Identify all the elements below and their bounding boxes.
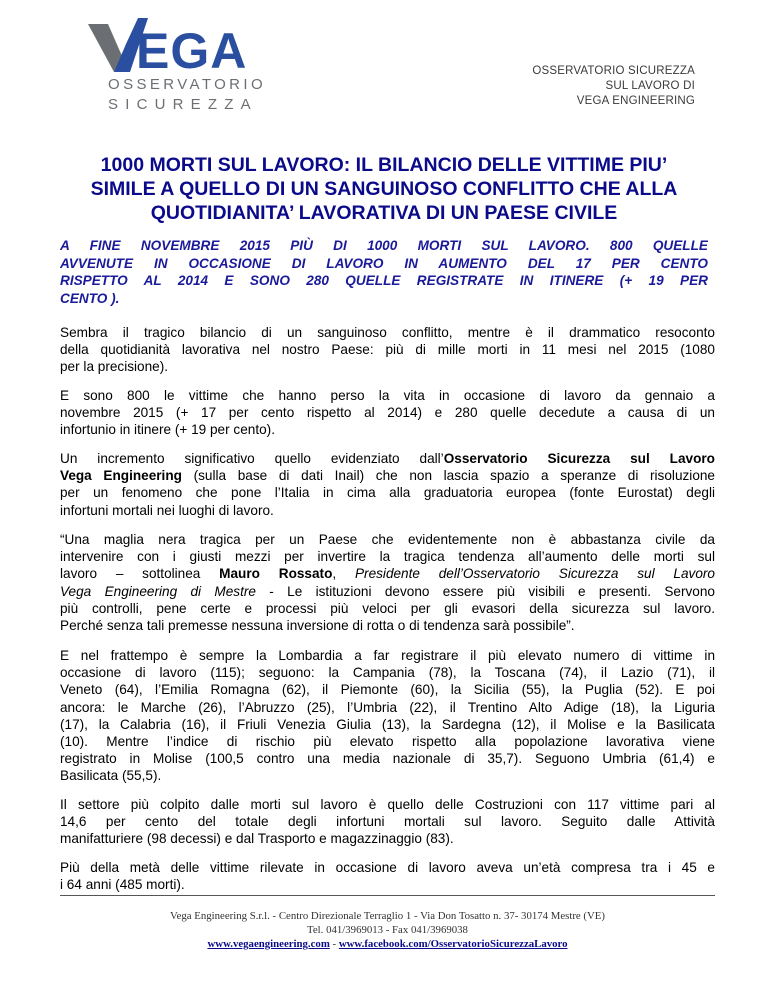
title-line-2: SIMILE A QUELLO DI UN SANGUINOSO CONFLITTO CHE ALLA	[90, 178, 678, 200]
org-name-bold: Vega Engineering	[60, 468, 182, 484]
paragraph-1	[60, 324, 715, 376]
text-run: lavoro – sottolinea	[60, 566, 220, 582]
org-line-2: SUL LAVORO DI	[605, 80, 695, 92]
text-run: - Le istituzioni devono essere più visibili e presenti. Servono	[255, 583, 715, 599]
text-line: E sono 800 le vittime che hanno perso la vita in occasione di lavoro da gennaio a	[60, 388, 715, 403]
text-line: infortunio in itinere (+ 19 per cento).	[60, 422, 275, 438]
logo-subtitle-osservatorio: OSSERVATORIO	[108, 76, 267, 93]
person-name-bold: Mauro Rossato	[219, 566, 333, 582]
text-line: della quotidianità lavorativa nel nostro Paese: più di mille morti in 11 mesi nel 2015 (1080	[60, 342, 715, 358]
org-header	[532, 64, 695, 109]
text-line: Il settore più colpito dalle morti sul lavoro è quello delle Costruzioni con 117 vittime pari al	[60, 797, 715, 812]
subtitle-line: AVVENUTE IN OCCASIONE DI LAVORO IN AUMENTO DEL 17 PER CENTO	[60, 255, 708, 271]
subtitle-line: RISPETTO AL 2014 E SONO 280 QUELLE REGISTRATE IN ITINERE (+ 19 PER	[60, 273, 708, 289]
subtitle	[60, 237, 708, 307]
text-line: per la precisione).	[60, 359, 169, 375]
org-line-1: OSSERVATORIO SICUREZZA	[532, 65, 695, 77]
text-line: registrato in Molise (100,5 contro una media nazionale di 35,7). Seguono Umbria (61,4) e	[60, 751, 715, 767]
subtitle-line: A FINE NOVEMBRE 2015 PIÙ DI 1000 MORTI SUL LAVORO. 800 QUELLE	[60, 238, 708, 253]
text-line: per un fenomeno che pone l’Italia in cima alla graduatoria europea (fonte Eurostat) degli	[60, 485, 715, 501]
text-line: novembre 2015 (+ 17 per cento rispetto al 2014) e 280 quelle decedute a causa di un	[60, 405, 715, 421]
page-title	[60, 153, 708, 225]
text-line: E nel frattempo è sempre la Lombardia a far registrare il più elevato numero di vittime in	[60, 648, 715, 663]
vega-logo	[86, 16, 267, 113]
text-line: Perché senza tali premesse nessuna inversione di rotta o di tendenza sarà possibile”.	[60, 617, 575, 633]
paragraph-7	[60, 859, 715, 893]
text-run: (sulla base di dati Inail) che non lascia spazio a speranze di risoluzione	[181, 468, 715, 484]
text-line	[60, 467, 715, 484]
text-line: intervenire con i giusti mezzi per invertire la tragica tendenza all’aumento delle morti sul	[60, 549, 715, 565]
text-line: occasione di lavoro (115); seguono: la Campania (78), la Toscana (74), il Lazio (71), il	[60, 665, 715, 681]
person-role-italic: Vega Engineering di Mestre	[60, 583, 256, 599]
text-line: Veneto (64), l’Emilia Romagna (62), il Piemonte (60), la Sicilia (55), la Puglia (52). E poi	[60, 682, 715, 698]
website-link[interactable]: www.vegaengineering.com	[207, 938, 330, 950]
footer	[60, 909, 715, 951]
paragraph-3	[60, 450, 715, 519]
text-line: infortuni mortali nei luoghi di lavoro.	[60, 502, 274, 518]
footer-links	[60, 937, 715, 951]
logo-subtitle-sicurezza: SICUREZZA	[108, 96, 258, 113]
vega-logo-mark	[86, 16, 256, 76]
text-line	[60, 583, 715, 600]
paragraph-4-quote	[60, 531, 715, 634]
text-line	[60, 565, 715, 582]
text-line: più controlli, pene certe e processi più veloci per gli evasori della sicurezza sul lavoro.	[60, 600, 715, 616]
text-line: Basilicata (55,5).	[60, 768, 162, 784]
subtitle-line: CENTO ).	[60, 290, 120, 306]
text-line	[60, 450, 715, 467]
svg-text:EGA: EGA	[136, 23, 248, 76]
title-line-3: QUOTIDIANITA’ LAVORATIVA DI UN PAESE CIVILE	[150, 202, 618, 224]
text-run: Un incremento significativo quello evidenziato dall’	[60, 451, 444, 466]
footer-address: Vega Engineering S.r.l. - Centro Direzionale Terraglio 1 - Via Don Tosatto n. 37- 30174 Mestre (VE)	[169, 910, 605, 922]
text-line: 14,6 per cento del totale degli infortuni mortali sul lavoro. Seguito dalle Attività	[60, 814, 715, 830]
paragraph-2	[60, 387, 715, 439]
text-line: ancora: le Marche (26), l’Abruzzo (25), l’Umbria (22), il Trentino Alto Adige (18), la Liguria	[60, 699, 715, 715]
title-line-1: 1000 MORTI SUL LAVORO: IL BILANCIO DELLE VITTIME PIU’	[100, 154, 668, 176]
paragraph-5	[60, 647, 715, 785]
text-run: ,	[332, 566, 355, 582]
text-line: Più della metà delle vittime rilevate in occasione di lavoro aveva un’età compresa tra i 45 e	[60, 860, 715, 875]
facebook-link[interactable]: www.facebook.com/OsservatorioSicurezzaLavoro	[338, 938, 568, 950]
text-line: manifatturiere (98 decessi) e dal Trasporto e magazzinaggio (83).	[60, 831, 454, 847]
org-line-3: VEGA ENGINEERING	[576, 95, 695, 107]
link-separator: -	[329, 938, 339, 950]
footer-divider	[60, 895, 715, 896]
text-line: (10). Mentre l’indice di rischio più elevato rispetto alla popolazione lavorativa viene	[60, 733, 715, 749]
person-role-italic: Presidente dell’Osservatorio Sicurezza sul Lavoro	[354, 566, 715, 582]
text-line: “Una maglia nera tragica per un Paese che evidentemente non è abbastanza civile da	[60, 532, 715, 547]
text-line: Sembra il tragico bilancio di un sanguinoso conflitto, mentre è il drammatico resoconto	[60, 325, 715, 340]
text-line: i 64 anni (485 morti).	[60, 877, 185, 893]
paragraph-6	[60, 796, 715, 848]
text-line: (17), la Calabria (16), il Friuli Venezia Giulia (13), la Sardegna (12), il Molise e la Basilicata	[60, 716, 715, 732]
footer-phone: Tel. 041/3969013 - Fax 041/3969038	[307, 924, 468, 936]
org-name-bold: Osservatorio Sicurezza sul Lavoro	[443, 451, 715, 466]
